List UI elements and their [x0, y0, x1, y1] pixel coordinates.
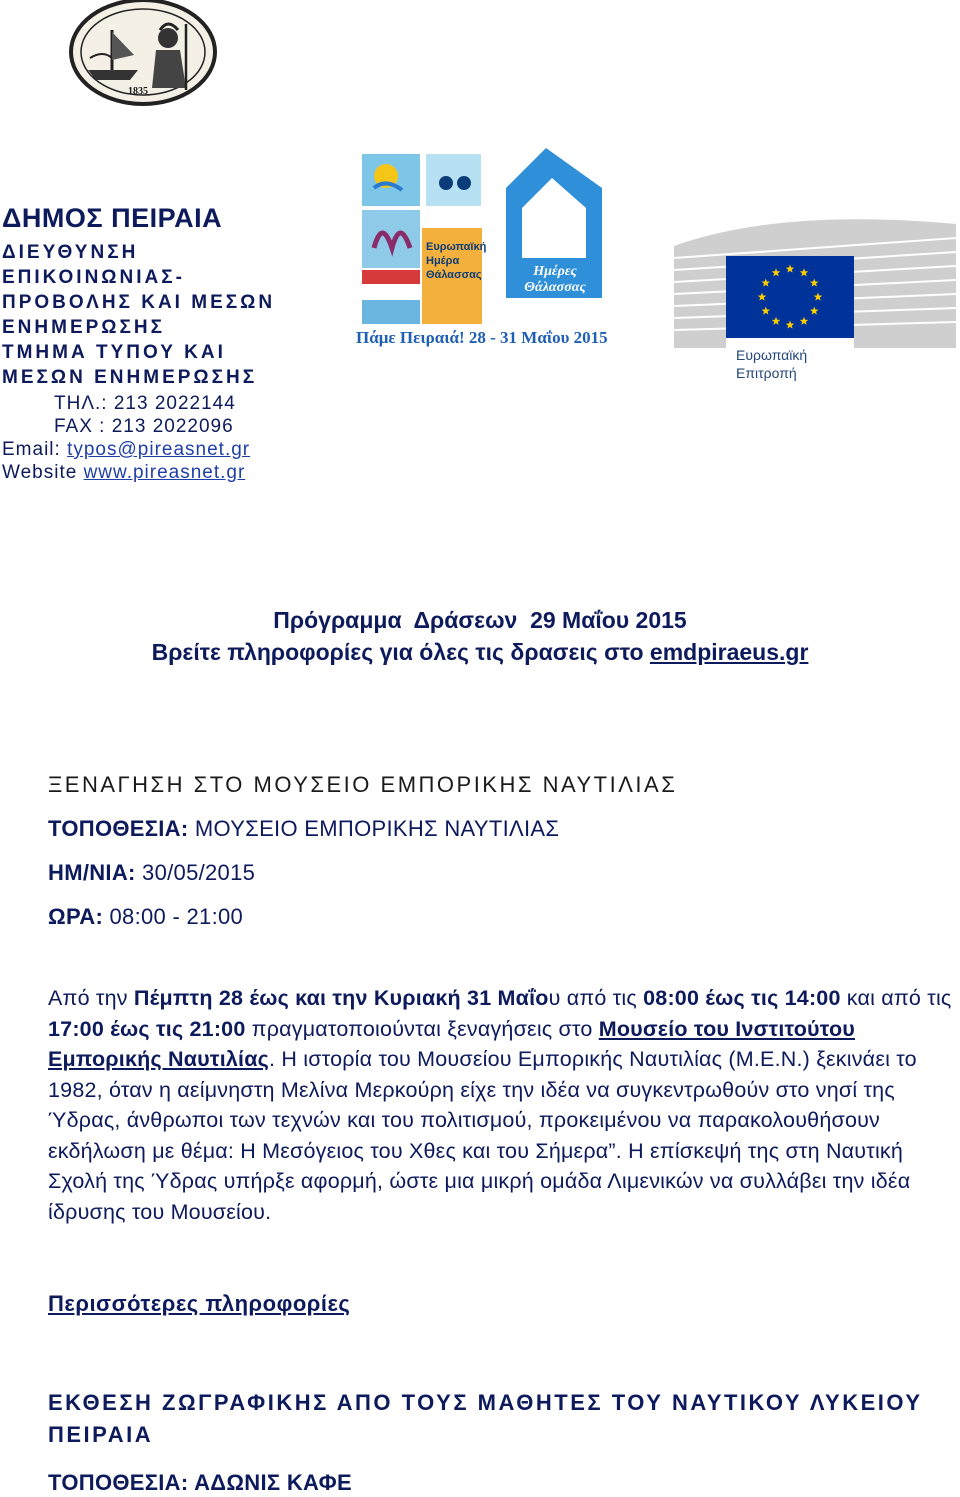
event-title: ΞΕΝΑΓΗΣΗ ΣΤΟ ΜΟΥΣΕΙΟ ΕΜΠΟΡΙΚΗΣ ΝΑΥΤΙΛΙΑΣ — [48, 772, 678, 797]
department-line: ΕΠΙΚΟΙΝΩΝΙΑΣ- — [2, 267, 185, 288]
department-line: ΠΡΟΒΟΛΗΣ ΚΑΙ ΜΕΣΩΝ — [2, 292, 276, 313]
commission-label: Ευρωπαϊκή Επιτροπή — [736, 347, 808, 381]
date-label: ΗΜ/ΝΙΑ: — [48, 860, 136, 885]
time-label: ΩΡΑ: — [48, 904, 104, 929]
desc-text: υ από τις — [548, 986, 644, 1010]
event-banner-label: Πάμε Πειραιά! 28 - 31 Μαΐου 2015 — [356, 328, 608, 347]
seal-year: 1835 — [128, 86, 148, 97]
desc-dates: Πέμπτη 28 έως και την Κυριακή 31 Μαΐο — [133, 986, 549, 1010]
website-link[interactable]: www.pireasnet.gr — [83, 462, 246, 483]
event-description — [48, 983, 960, 1227]
fax-number: FAX : 213 2022096 — [54, 416, 234, 437]
email-label: Email: — [2, 439, 68, 460]
event-title: ΕΚΘΕΣΗ ΖΩΓΡΑΦΙΚΗΣ ΑΠΟ ΤΟΥΣ ΜΑΘΗΤΕΣ ΤΟΥ ΝΑΥΤΙΚΟΥ ΛΥΚΕΙΟΥ ΠΕΙΡΑΙΑ — [48, 1390, 923, 1447]
program-info-line — [0, 637, 960, 668]
location-label: ΤΟΠΟΘΕΣΙΑ: — [48, 1470, 189, 1495]
location-value: ΑΔΩΝΙΣ ΚΑΦΕ — [188, 1470, 352, 1495]
desc-text: Από την — [48, 986, 134, 1010]
desc-hours: 17:00 έως τις 21:00 — [48, 1016, 246, 1041]
website-line — [2, 461, 250, 484]
location-label: ΤΟΠΟΘΕΣΙΑ: — [48, 816, 189, 841]
piraeus-seal-logo — [68, 0, 218, 108]
museum-link[interactable]: Μουσείο του Ινστιτούτου Εμπορικής Ναυτιλίας — [48, 1016, 855, 1071]
desc-text: πραγματοποιούνται ξεναγήσεις στο — [245, 1016, 599, 1041]
email-line — [2, 438, 250, 461]
contact-block — [2, 392, 250, 484]
department-line: ΜΕΣΩΝ ΕΝΗΜΕΡΩΣΗΣ — [2, 367, 258, 388]
department-line: ΤΜΗΜΑ ΤΥΠΟΥ ΚΑΙ — [2, 342, 226, 363]
maritime-day-logo — [356, 148, 606, 353]
website-label: Website — [2, 462, 84, 483]
location-value: ΜΟΥΣΕΙΟ ΕΜΠΟΡΙΚΗΣ ΝΑΥΤΙΛΙΑΣ — [188, 816, 560, 841]
desc-text: . Η ιστορία του Μουσείου Εμπορικής Ναυτιλίας (Μ.Ε.Ν.) ξεκινάει το 1982, όταν η αείμνηστη Μελίνα Μερκούρη είχε την ιδέα να συγκεντρωθούν στο νησί της Ύδρας, άνθρωποι των τεχνών και του πολιτισμού, προκειμένου να παρακολουθήσουν εκδήλωση με θέμα: Η Μεσόγειος του Χθες και του Σήμερα”. Η επίσκεψή της στη Ναυτική Σχολή της Ύδρας υπήρξε αφορμή, ώστε μια μικρή ομάδα Λιμενικών να συλλάβει την ιδέα ίδρυσης του Μουσείου. — [48, 1047, 917, 1224]
event-date — [48, 860, 255, 886]
event-location — [48, 1470, 352, 1496]
sea-days-label: Ημέρες Θάλασσας — [524, 264, 586, 295]
desc-text: και από τις — [840, 986, 952, 1010]
email-link[interactable]: typos@pireasnet.gr — [67, 439, 251, 460]
sea-day-label: Ευρωπαϊκή Ημέρα Θάλασσας — [426, 241, 487, 281]
emdpiraeus-link[interactable]: emdpiraeus.gr — [649, 639, 809, 665]
organization-title: ΔΗΜΟΣ ΠΕΙΡΑΙΑ — [2, 203, 223, 233]
more-info-link[interactable]: Περισσότερες πληροφορίες — [48, 1291, 351, 1316]
program-info-text: Βρείτε πληροφορίες για όλες τις δρασεις στο — [151, 639, 650, 665]
event-time — [48, 904, 243, 930]
date-value: 30/05/2015 — [135, 860, 256, 885]
desc-hours: 08:00 έως τις 14:00 — [643, 986, 841, 1010]
phone-number: ΤΗΛ.: 213 2022144 — [54, 393, 236, 414]
time-value: 08:00 - 21:00 — [103, 904, 244, 929]
department-line: ΕΝΗΜΕΡΩΣΗΣ — [2, 317, 166, 338]
department-line: ΔΙΕΥΘΥΝΣΗ — [2, 242, 139, 263]
event-location — [48, 816, 559, 842]
european-commission-logo — [670, 198, 960, 396]
program-heading: Πρόγραμμα Δράσεων 29 Μαΐου 2015 — [273, 607, 687, 633]
department-block — [2, 240, 275, 390]
